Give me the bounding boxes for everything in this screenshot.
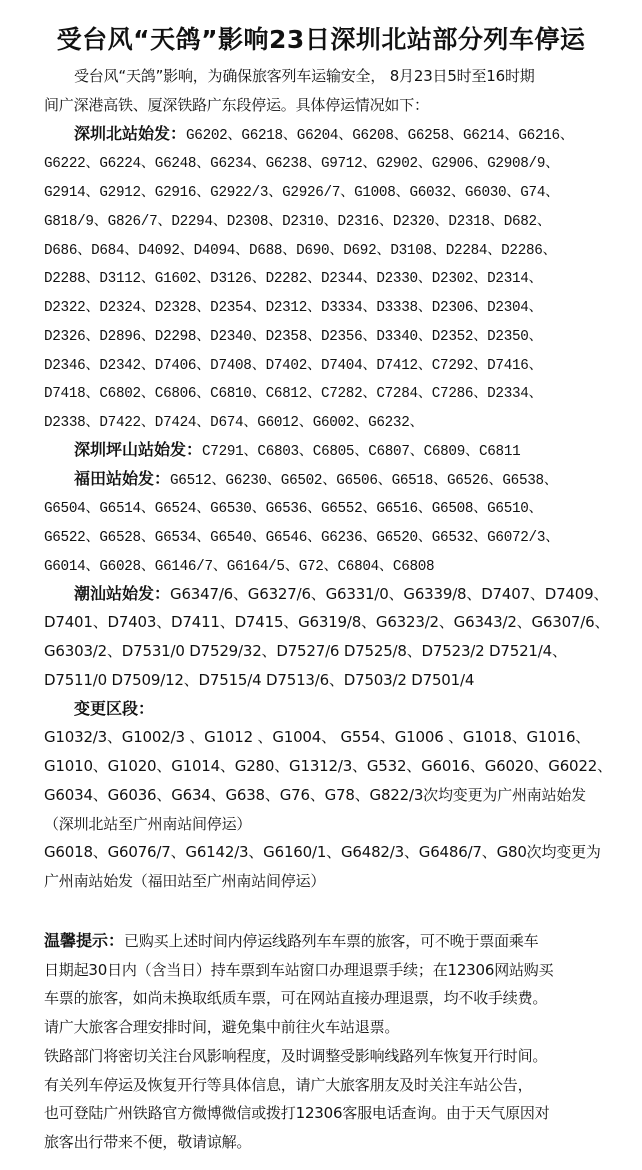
line-text: G6222、G6224、G6248、G6234、G6238、G9712、G2902、G2906、G2908/9、 [44, 156, 560, 173]
section-label: 深圳北站始发： [74, 123, 187, 143]
text-line [44, 350, 634, 379]
line-text: 受台风“天鸽”影响，为确保旅客列车运输安全， 8月23日5时至16时期 [74, 67, 535, 85]
text-line [44, 695, 634, 724]
text-line [44, 867, 634, 896]
text-line [44, 752, 634, 781]
line-text: G6014、G6028、G6146/7、G6164/5、G72、C6804、C6808 [44, 558, 435, 575]
text-line [44, 177, 634, 206]
section-label: 福田站始发： [74, 468, 171, 488]
line-text: D2326、D2896、D2298、D2340、D2358、D2356、D3340、D2352、D2350、 [44, 328, 543, 345]
article-title: 受台风“天鸽”影响23日深圳北站部分列车停运 [56, 25, 586, 54]
line-text: （深圳北站至广州南站间停运） [44, 814, 252, 833]
text-line [44, 608, 634, 637]
text-line [44, 896, 634, 927]
section-label: 温馨提示： [44, 930, 125, 950]
line-text: D686、D684、D4092、D4094、D688、D690、D692、D3108、D2284、D2286、 [44, 242, 557, 259]
line-text: 铁路部门将密切关注台风影响程度，及时调整受影响线路列车恢复开行时间。 [44, 1046, 548, 1065]
text-line [44, 1071, 634, 1100]
text-line [44, 781, 634, 810]
text-line [44, 292, 634, 321]
text-line [44, 62, 634, 91]
line-text: 广州南站始发（福田站至广州南站间停运） [44, 872, 326, 890]
article-body [44, 62, 634, 1157]
line-text: G6303/2、D7531/0 D7529/32、D7527/6 D7525/8、D7523/2 D7521/4、 [44, 642, 567, 660]
line-text: G6034、G6036、G634、G638、G76、G78、G822/3次均变更为广州南站始发 [44, 785, 586, 804]
line-text: 间广深港高铁、厦深铁路广东段停运。具体停运情况如下： [44, 95, 429, 114]
line-text: D7401、D7403、D7411、D7415、G6319/8、G6323/2、G6343/2、G6307/6、 [44, 613, 610, 632]
section-label: 潮汕站始发： [74, 583, 171, 603]
text-line [44, 984, 634, 1013]
line-text: 车票的旅客，如尚未换取纸质车票，可在网站直接办理退票，均不收手续费。 [44, 989, 548, 1008]
text-line [44, 91, 634, 120]
line-text: C7291、C6803、C6805、C6807、C6809、C6811 [202, 443, 521, 460]
line-text: G6347/6、G6327/6、G6331/0、G6339/8、D7407、D7409、 [170, 584, 609, 603]
text-line [44, 378, 634, 407]
line-text: D2338、D7422、D7424、D674、G6012、G6002、G6232、 [44, 415, 424, 431]
text-line [44, 838, 634, 867]
line-text: G2914、G2912、G2916、G2922/3、G2926/7、G1008、G6032、G6030、G74、 [44, 185, 560, 201]
text-line [44, 580, 634, 609]
text-line [44, 148, 634, 177]
text-line [44, 1128, 634, 1157]
line-text: D2322、D2324、D2328、D2354、D2312、D3334、D3338、D2306、D2304、 [44, 300, 543, 316]
text-line [44, 235, 634, 264]
line-text: G6512、G6230、G6502、G6506、G6518、G6526、G6538、 [170, 472, 558, 489]
text-line [44, 321, 634, 350]
line-text: D7418、C6802、C6806、C6810、C6812、C7282、C7284、C7286、D2334、 [44, 386, 543, 403]
text-line [44, 1013, 634, 1042]
text-line [44, 120, 634, 149]
line-text: G818/9、G826/7、D2294、D2308、D2310、D2316、D2320、D2318、D682、 [44, 213, 551, 230]
line-text: G6504、G6514、G6524、G6530、G6536、G6552、G6516、G6508、G6510、 [44, 501, 543, 518]
line-text: 也可登陆广州铁路官方微博微信或拨打12306客服电话查询。由于天气原因对 [44, 1104, 550, 1123]
text-line [44, 666, 634, 695]
line-text: 日期起30日内（含当日）持车票到车站窗口办理退票手续；在12306网站购买 [44, 960, 554, 979]
text-line [44, 522, 634, 551]
text-line [44, 1042, 634, 1071]
section-label: 变更区段： [74, 698, 155, 718]
line-text: G6202、G6218、G6204、G6208、G6258、G6214、G6216、 [186, 127, 574, 144]
text-line [44, 263, 634, 292]
text-line [44, 927, 634, 956]
text-line [44, 465, 634, 494]
line-text: G1032/3、G1002/3 、G1012 、G1004、 G554、G1006 、G1018、G1016、 [44, 728, 591, 747]
line-text: G1010、G1020、G1014、G280、G1312/3、G532、G6016、G6020、G6022、 [44, 757, 612, 775]
line-text: D2288、D3112、G1602、D3126、D2282、D2344、D2330、D2302、D2314、 [44, 271, 543, 288]
text-line [44, 637, 634, 666]
text-line [44, 723, 634, 752]
text-line [44, 551, 634, 580]
text-line [44, 1099, 634, 1128]
text-line [44, 810, 634, 839]
line-text: 旅客出行带来不便，敬请谅解。 [44, 1133, 252, 1151]
line-text: 有关列车停运及恢复开行等具体信息，请广大旅客朋友及时关注车站公告， [44, 1075, 533, 1094]
line-text: G6018、G6076/7、G6142/3、G6160/1、G6482/3、G6486/7、G80次均变更为 [44, 843, 601, 862]
line-text: D2346、D2342、D7406、D7408、D7402、D7404、D7412、C7292、D7416、 [44, 357, 543, 374]
line-text: D7511/0 D7509/12、D7515/4 D7513/6、D7503/2 D7501/4 [44, 670, 475, 689]
text-line [44, 436, 634, 465]
line-text: G6522、G6528、G6534、G6540、G6546、G6236、G6520、G6532、G6072/3、 [44, 530, 560, 546]
line-text: 已购买上述时间内停运线路列车车票的旅客，可不晚于票面乘车 [124, 931, 539, 950]
section-label: 深圳坪山站始发： [74, 439, 203, 459]
text-line [44, 493, 634, 522]
text-line [44, 407, 634, 436]
line-text: 请广大旅客合理安排时间，避免集中前往火车站退票。 [44, 1018, 400, 1036]
text-line [44, 956, 634, 985]
text-line [44, 206, 634, 235]
